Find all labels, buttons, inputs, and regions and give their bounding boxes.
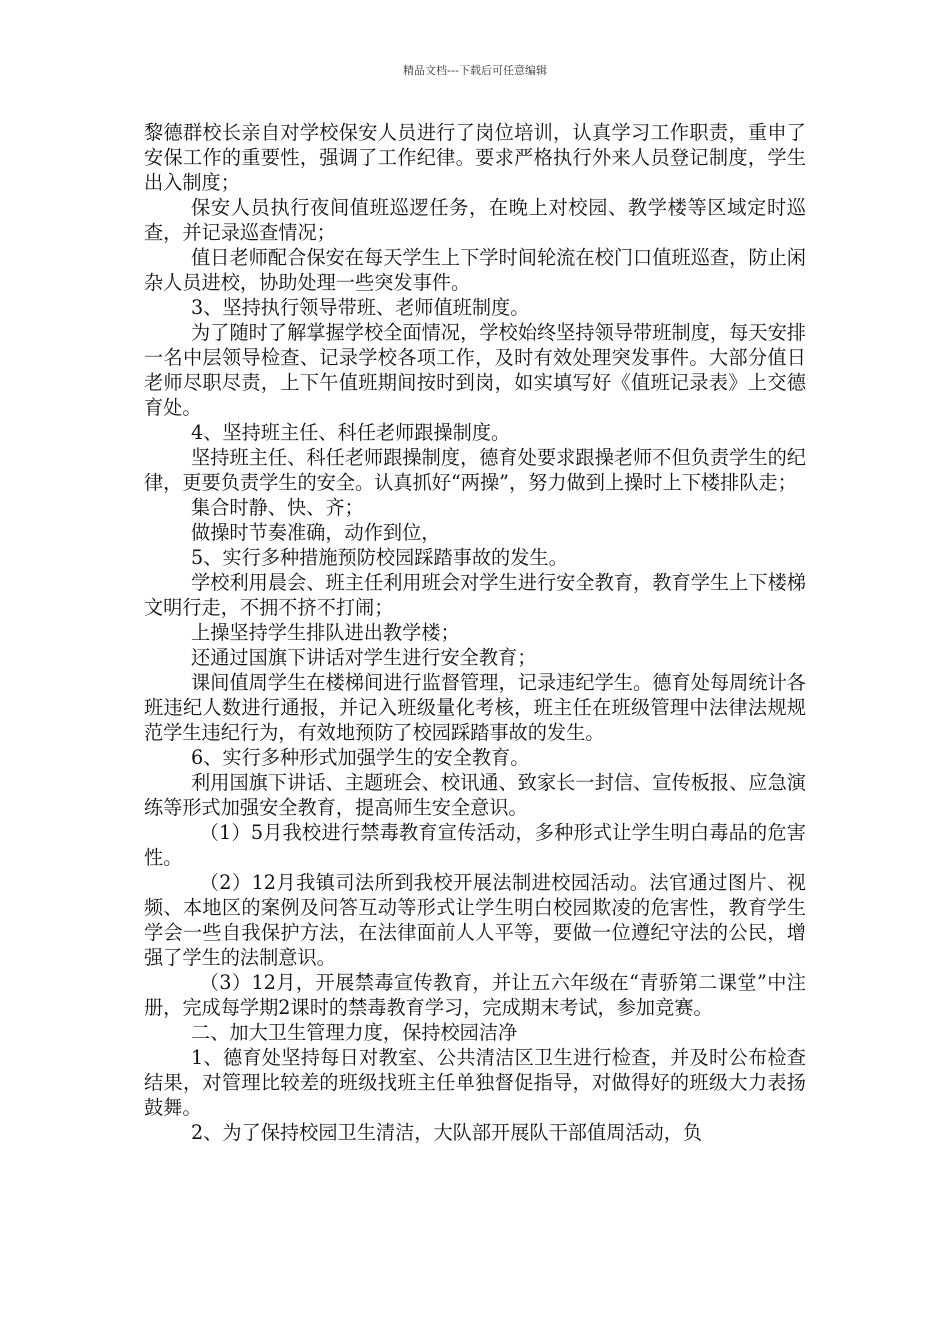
section-heading: 4、坚持班主任、科任老师跟操制度。: [191, 421, 511, 444]
section-heading: 5、实行多种措施预防校园踩踏事故的发生。: [191, 546, 568, 569]
section-heading: 二、加大卫生管理力度，保持校园洁净: [191, 1021, 518, 1044]
paragraph: 还通过国旗下讲话对学生进行安全教育；: [191, 646, 537, 669]
paragraph: 学校利用晨会、班主任利用班会对学生进行安全教育，教育学生上下楼梯文明行走，不拥不挤不打闹；: [144, 571, 806, 619]
list-item: （2）12月我镇司法所到我校开展法制进校园活动。法官通过图片、视频、本地区的案例及问答互动等形式让学生明白校园欺凌的危害性，教育学生学会一些自我保护方法，在法律面前人人平等，要做一位遵纪守法的公民，增强了学生的法制意识。: [144, 871, 806, 969]
paragraph: 1、德育处坚持每日对教室、公共清洁区卫生进行检查，并及时公布检查结果，对管理比较差的班级找班主任单独督促指导，对做得好的班级大力表扬鼓舞。: [144, 1046, 806, 1119]
list-item: （3）12月，开展禁毒宣传教育，并让五六年级在“青骄第二课堂”中注册，完成每学期2课时的禁毒教育学习，完成期末考试，参加竞赛。: [144, 971, 806, 1019]
paragraph: 为了随时了解掌握学校全面情况，学校始终坚持领导带班制度，每天安排一名中层领导检查、记录学校各项工作，及时有效处理突发事件。大部分值日老师尽职尽责，上下午值班期间按时到岗，如实填写好《值班记录表》上交德育处。: [144, 321, 806, 419]
paragraph: 利用国旗下讲话、主题班会、校讯通、致家长一封信、宣传板报、应急演练等形式加强安全教育，提高师生安全意识。: [144, 771, 806, 819]
section-heading: 3、坚持执行领导带班、老师值班制度。: [191, 296, 530, 319]
paragraph: 做操时节奏准确，动作到位，: [191, 521, 441, 544]
paragraph: 值日老师配合保安在每天学生上下学时间轮流在校门口值班巡查，防止闲杂人员进校，协助处理一些突发事件。: [144, 246, 806, 294]
paragraph: 集合时静、快、齐；: [191, 496, 364, 519]
paragraph: 黎德群校长亲自对学校保安人员进行了岗位培训，认真学习工作职责，重申了安保工作的重要性，强调了工作纪律。要求严格执行外来人员登记制度，学生出入制度；: [144, 121, 806, 194]
list-item: （1）5月我校进行禁毒教育宣传活动，多种形式让学生明白毒品的危害性。: [144, 821, 806, 869]
paragraph: 保安人员执行夜间值班巡逻任务，在晚上对校园、教学楼等区域定时巡查，并记录巡查情况；: [144, 196, 806, 244]
paragraph: 坚持班主任、科任老师跟操制度，德育处要求跟操老师不但负责学生的纪律，更要负责学生的安全。认真抓好“两操”，努力做到上操时上下楼排队走；: [144, 446, 806, 494]
document-body: [144, 120, 806, 1145]
paragraph: 课间值周学生在楼梯间进行监督管理，记录违纪学生。德育处每周统计各班违纪人数进行通报，并记入班级量化考核，班主任在班级管理中法律法规规范学生违纪行为，有效地预防了校园踩踏事故的发生。: [144, 671, 806, 744]
paragraph: 2、为了保持校园卫生清洁，大队部开展队干部值周活动，负: [191, 1121, 703, 1144]
section-heading: 6、实行多种形式加强学生的安全教育。: [191, 746, 530, 769]
page-header-watermark: 精品文档---下载后可任意编辑: [403, 64, 547, 77]
paragraph: 上操坚持学生排队进出教学楼；: [191, 621, 460, 644]
